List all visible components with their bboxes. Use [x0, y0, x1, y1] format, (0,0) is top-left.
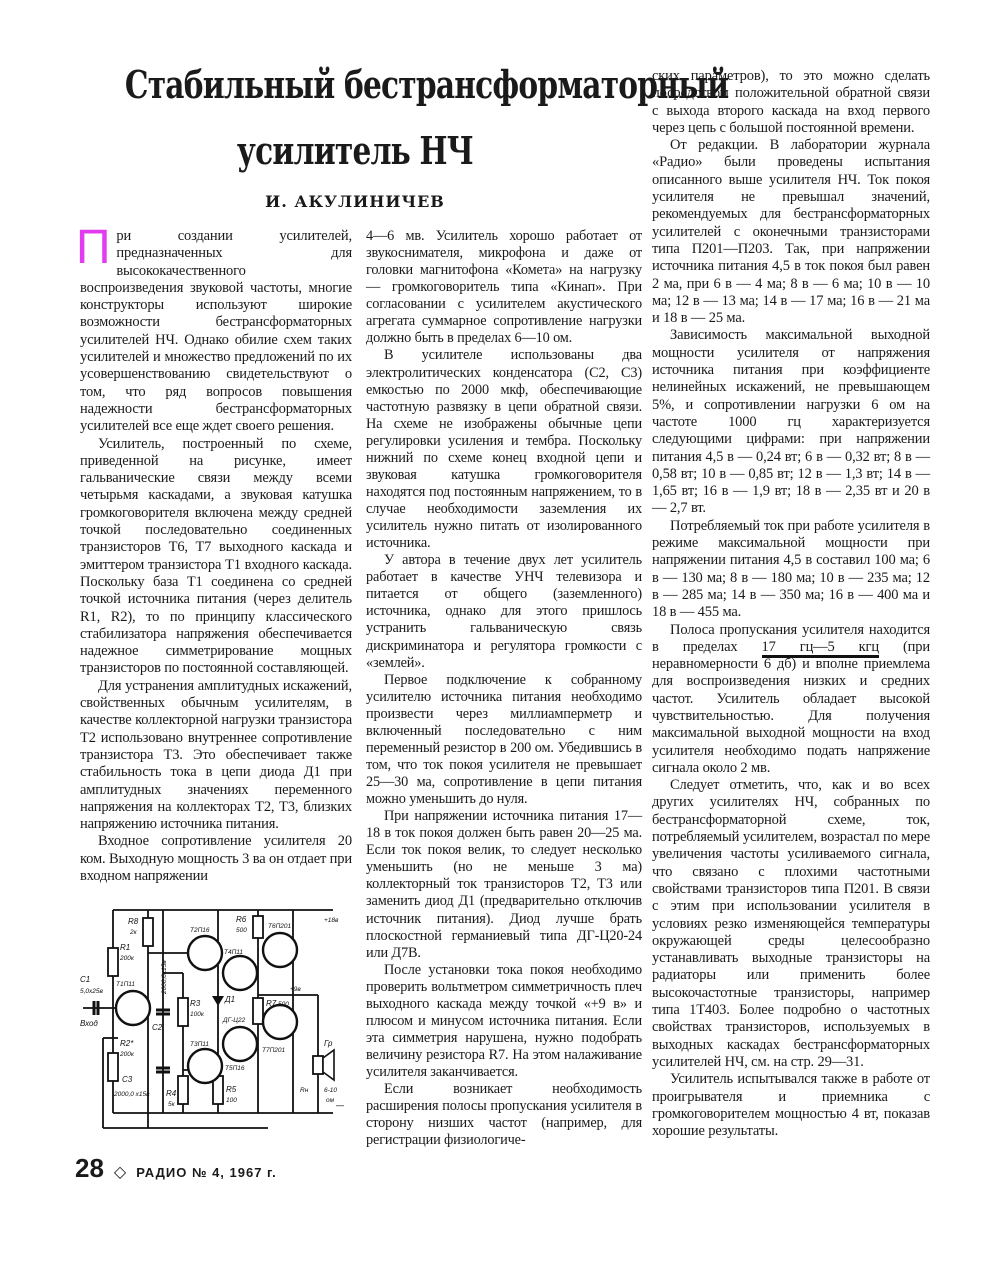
transistor-t7: [263, 1005, 297, 1039]
label-r6-value: 500: [236, 927, 247, 934]
paragraph: 4—6 мв. Усилитель хорошо работает от звукоснимателя, микрофона и даже от головки магнитофона «Комета» на нагрузку — громкоговоритель типа «Кинап». При согласовании с усилителем акустического агрегата суммарное сопротивление нагрузки должно быть в пределах 6—10 ом.: [366, 228, 642, 347]
label-input: Вход: [80, 1019, 98, 1028]
drop-cap: П: [76, 221, 111, 274]
paragraph: При напряжении источника питания 17—18 в ток покоя должен быть равен 20—25 ма. Если ток покоя велик, то следует несколько уменьшить (но не меньше 3 ма) коллекторный ток транзисторов T2, T3 или заменить диод Д1 (предварительно отключив источник питания). Диод лучше брать плоскостной германиевый типа ДГ-Ц20-24 или Д7В.: [366, 808, 642, 961]
transistor-t1: [116, 991, 150, 1025]
label-r2: R2*: [120, 1039, 134, 1048]
label-r1: R1: [120, 943, 131, 952]
paragraph: От редакции. В лаборатории журнала «Радио» были проведены испытания описанного выше усилителя НЧ. Ток покоя усилителя не превышал значений, рекомендуемых для бестрансформаторных усилителей с оконечными транзисторами типа П201—П203. Так, при напряжении источника питания 4,5 в ток покоя был равен 2 ма, при 6 в — 4 ма; 8 в — 6 ма; 10 в — 10 ма; 12 в — 13 ма; 14 в — 17 ма; 16 в — 21 ма и 18 в — 25 ма.: [652, 137, 930, 327]
label-t4: T4П11: [224, 949, 244, 956]
label-r4-value: 5к: [168, 1101, 175, 1108]
paragraph: Если возникает необходимость расширения полосы пропускания усилителя в сторону низших частот (например, для регистрации физиологиче-: [366, 1081, 642, 1149]
text-column-3: [652, 68, 930, 1148]
text-column-2: [366, 228, 642, 1148]
resistor-r6: [253, 916, 263, 938]
paragraph: В усилителе использованы два электролитических конденсатора (C2, C3) емкостью по 2000 мкф, обеспечивающие частотную развязку в цепи обратной связи. На схеме не изображены обычные цепи регулировки усиления и тембра. Поскольку нижний по схеме конец входной цепи и звуковая катушка громкоговорителя находятся под постоянным напряжением, то в случае необходимости заземления их усилитель нужно питать от изолированного источника.: [366, 347, 642, 552]
label-r8-value: 2к: [130, 929, 137, 936]
speaker-coil: [313, 1056, 323, 1074]
label-t1: T1П11: [116, 981, 136, 988]
label-r4: R4: [166, 1089, 177, 1098]
label-r6: R6: [236, 915, 247, 924]
resistor-r8: [143, 918, 153, 946]
label-r2-value: 200к: [120, 1051, 134, 1058]
label-c3-value: 2000,0 x15в: [114, 1091, 150, 1098]
paragraph: [652, 622, 930, 778]
paragraph: ских параметров), то это можно сделать посредством положительной обратной связи с выхода второго каскада на вход первого через цепь с большой постоянной времени.: [652, 68, 930, 136]
magazine-issue: РАДИО № 4, 1967 г.: [136, 1165, 277, 1180]
paragraph: Усилитель испытывался также в работе от проигрывателя и приемника с громкоговорителем мощностью 4 вт, показав хорошие результаты.: [652, 1071, 930, 1140]
paragraph: Первое подключение к собранному усилителю источника питания необходимо произвести через миллиамперметр и включенный последовательно с ним переменный резистор в 200 ом. Убедившись в том, что ток покоя усилителя не превышает 25—30 ма, сопротивление в цепи питания можно уменьшить до нуля.: [366, 671, 642, 808]
label-r7-value: 500: [278, 1001, 289, 1008]
label-r5: R5: [226, 1085, 237, 1094]
label-d1-type: ДГ-Ц22: [223, 1017, 246, 1024]
label-t2: T2П16: [190, 927, 210, 934]
label-r3: R3: [190, 999, 201, 1008]
article-author: И. АКУЛИНИЧЕВ: [265, 192, 445, 211]
label-r8: R8: [128, 917, 139, 926]
paragraph-text: ри создании усилителей, предназначенных для высококачественного воспроизведения звуковой частоты, многие конструкторы используют широкие возможности бестрансформаторных усилителей НЧ. Однако обилие схем таких усилителей и множество предложений по их усовершенствованию свидетельствуют о том, что ряд вопросов повышения надежности бестрансформаторных усилителей все еще ждет своего решения.: [80, 228, 352, 435]
label-d1: Д1: [225, 995, 236, 1004]
label-c3: C3: [122, 1075, 133, 1084]
label-c1-value: 5,0x25в: [80, 988, 103, 995]
page-footer: [75, 1153, 277, 1184]
label-c2-value: 2000,0x15в: [161, 960, 168, 994]
label-t5: T5П16: [225, 1065, 245, 1072]
paragraph-text: (при неравномерности 6 дб) и вполне приемлема для воспроизведения низких и средних частот. Усилитель обладает высокой чувствительностью. Для получения максимальной выходной мощности на вход усилителя необходимо подать напряжение сигнала около 2 мв.: [652, 638, 930, 776]
paragraph: Входное сопротивление усилителя 20 ком. Выходную мощность 3 ва он отдает при входном напряжении: [80, 833, 352, 884]
label-c2: C2: [152, 1023, 163, 1032]
transistor-t2: [188, 936, 222, 970]
paragraph: [76, 221, 352, 436]
label-c1: C1: [80, 975, 91, 984]
underlined-bandwidth: 17 гц—5 кгц: [762, 639, 879, 658]
paragraph: Потребляемый ток при работе усилителя в режиме максимальной мощности при напряжении питания 4,5 в составил 100 ма; 6 в — 130 ма; 8 в — 180 ма; 10 в — 235 ма; 12 в — 285 ма; 14 в — 350 ма; 16 в — 400 ма и 18 в — 455 ма.: [652, 517, 930, 621]
label-r1-value: 200к: [120, 955, 134, 962]
paragraph: После установки тока покоя необходимо проверить вольтметром симметричность плеч выходного каскада между точкой «+9 в» и плюсом и минусом источника питания. Если эта симметрия нарушена, нужно подобрать величину резистора R7. На этом налаживание усилителя заканчивается.: [366, 961, 642, 1081]
page-number: 28: [75, 1153, 104, 1183]
circuit-schematic: [78, 898, 358, 1138]
paragraph: Для устранения амплитудных искажений, свойственных обычным усилителям, в качестве коллекторной нагрузки транзистора T2 использовано внутреннее сопротивление транзистора T3. Это обеспечивает также стабильность тока в цепи диода Д1 при амплитудных значениях переменного напряжения на коллекторах T2, T3, близких напряжению источника питания.: [80, 677, 352, 833]
speaker-icon: [323, 1050, 334, 1080]
label-load-value: 6-10: [324, 1087, 338, 1094]
paragraph-text: Полоса пропускания усилителя находится в пределах: [652, 621, 930, 655]
label-r7: R7: [266, 999, 277, 1008]
label-r5-value: 100: [226, 1097, 237, 1104]
transistor-t6: [263, 933, 297, 967]
transistor-t4: [223, 956, 257, 990]
paragraph: Усилитель, построенный по схеме, приведенной на рисунке, имеет гальванические связи между всеми четырьмя каскадами, а звуковая катушка громкоговорителя включена между средней точкой последовательно соединенных транзисторов T6, T7 выходного каскада и эмиттером транзистора T1 входного каскада. Поскольку база T1 соединена со средней точкой источника питания (через делитель R1, R2), то по принципу классического стабилизатора напряжения обеспечивается надежное симметрирование мощных транзисторов по постоянной составляющей.: [80, 435, 352, 677]
paragraph: У автора в течение двух лет усилитель работает в качестве УНЧ телевизора и питается от общего (заземленного) источника, однако для этого пришлось устранить гальваническую связь дискриминатора и регулятора громкости с «землей».: [366, 552, 642, 671]
paragraph: Следует отметить, что, как и во всех других усилителях НЧ, собранных по бестрансформаторной схеме, ток, потребляемый усилителем, возрастал по мере увеличения частоты усиливаемого сигнала, что связано с плохими частотными свойствами транзисторов типа П201. В связи с этим при использовании усилителя в условиях резко изменяющейся температуры окружающей среды целесообразно устанавливать выходные транзисторы на радиаторы или применить более высокочастотные транзисторы, например типа 1T403. Более подробно о частотных свойствах транзисторов, используемых в выходных каскадах бестрансформаторных усилителей НЧ, см. на стр. 29—31.: [652, 777, 930, 1070]
resistor-r4: [178, 1076, 188, 1104]
diode-d1-icon: [212, 996, 224, 1006]
label-midpoint-plus9: +9в: [290, 986, 301, 993]
transistor-t3: [188, 1049, 222, 1083]
resistor-r7: [253, 998, 263, 1024]
label-t6: T6П201: [268, 923, 292, 930]
label-t3: T3П11: [190, 1041, 210, 1048]
label-t7: T7П201: [262, 1047, 286, 1054]
resistor-r1: [108, 948, 118, 976]
paragraph: Зависимость максимальной выходной мощности усилителя от напряжения источника питания при коэффициенте нелинейных искажений, не превышающем 5%, и сопротивлении нагрузки 6 ом на частоте 1000 гц характеризуется следующими цифрами: при напряжении питания 4,5 в — 0,24 вт; 6 в — 0,32 вт; 8 в — 0,58 вт; 10 в — 0,85 вт; 12 в — 1,3 вт; 14 в — 1,65 вт; 16 в — 1,9 вт; 18 в — 2,35 вт и 20 в — 2,7 вт.: [652, 327, 930, 517]
label-supply-plus18: +18в: [324, 917, 339, 924]
text-column-1: [76, 221, 352, 890]
article-title-line-1: Стабильный бестрансформаторный: [124, 62, 729, 107]
transistor-t5: [223, 1027, 257, 1061]
article-title-line-2: усилитель НЧ: [236, 128, 474, 173]
transistors: [116, 933, 297, 1083]
diamond-icon: ◇: [113, 1164, 127, 1181]
resistor-r2: [108, 1053, 118, 1081]
resistor-r3: [178, 998, 188, 1026]
label-load: Rн: [300, 1087, 309, 1094]
label-r3-value: 100к: [190, 1011, 204, 1018]
label-load-unit: ом: [326, 1097, 335, 1104]
label-speaker: Гр: [324, 1039, 333, 1048]
label-supply-minus: —: [336, 1101, 344, 1110]
